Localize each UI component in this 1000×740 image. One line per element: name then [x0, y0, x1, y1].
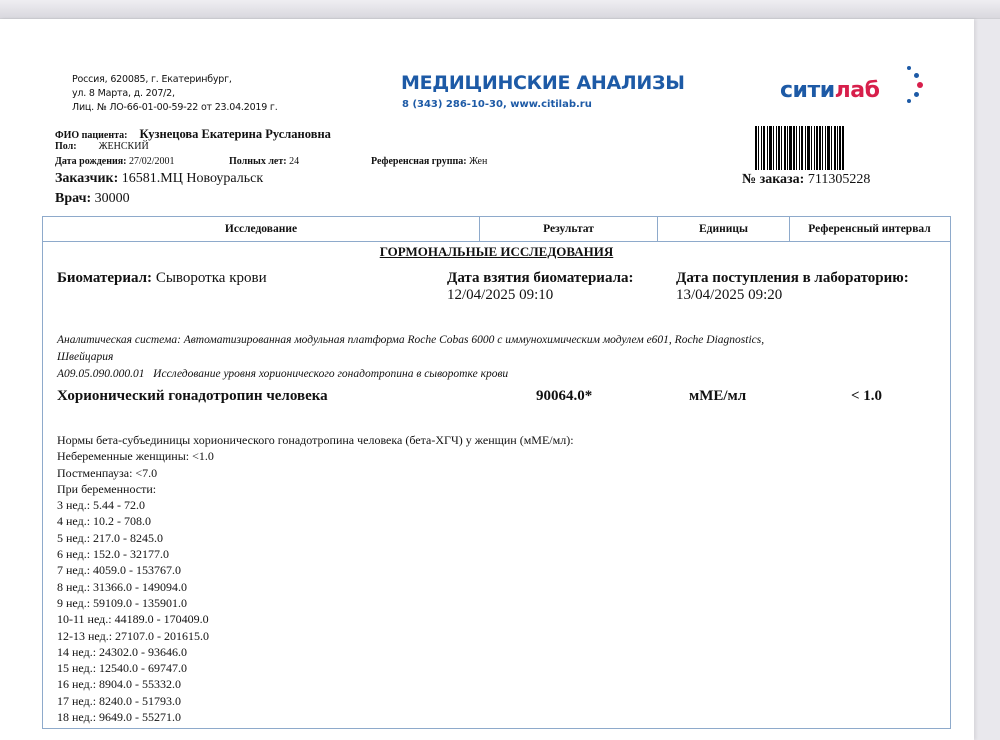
refgroup-value: Жен — [469, 156, 488, 167]
logo-text-part2: лаб — [834, 78, 880, 103]
lab-address — [72, 73, 278, 115]
viewer-top-bar — [0, 0, 1000, 19]
analytic-system-line: Швейцария — [57, 351, 114, 363]
norms-block — [57, 432, 574, 725]
received-date-value: 13/04/2025 09:20 — [676, 287, 783, 303]
biomaterial-field — [57, 270, 267, 287]
logo-text — [780, 78, 879, 103]
taken-date-value: 12/04/2025 09:10 — [447, 287, 554, 303]
norm-line: 6 нед.: 152.0 - 32177.0 — [57, 547, 170, 562]
barcode-icon — [755, 126, 885, 170]
order-label: № заказа: — [742, 172, 805, 187]
license-line: Лиц. № ЛО-66-01-00-59-22 от 23.04.2019 г. — [72, 102, 278, 113]
norm-line: 16 нед.: 8904.0 - 55332.0 — [57, 677, 182, 692]
norm-line: 9 нед.: 59109.0 - 135901.0 — [57, 595, 188, 610]
norm-line: 12-13 нед.: 27107.0 - 201615.0 — [57, 628, 210, 643]
table-header-row — [43, 217, 950, 242]
column-header-result: Результат — [479, 217, 657, 241]
order-number: 711305228 — [807, 172, 871, 187]
refgroup-label: Референсная группа: — [371, 156, 467, 167]
fio-label: ФИО пациента: — [55, 130, 128, 141]
dob-label: Дата рождения: — [55, 156, 127, 167]
norm-line: 7 нед.: 4059.0 - 153767.0 — [57, 563, 182, 578]
biomaterial-label: Биоматериал: — [57, 270, 153, 286]
norm-line: Постменпауза: <7.0 — [57, 465, 158, 480]
address-line: ул. 8 Марта, д. 207/2, — [72, 88, 175, 99]
doctor-value: 30000 — [94, 191, 130, 206]
patient-sex-row — [55, 141, 149, 152]
document-page — [0, 19, 974, 740]
taken-date-field — [447, 270, 634, 304]
norm-line: 4 нед.: 10.2 - 708.0 — [57, 514, 152, 529]
norm-line: 18 нед.: 9649.0 - 55271.0 — [57, 710, 182, 725]
test-units: мМЕ/мл — [689, 388, 747, 404]
customer-field — [55, 171, 263, 187]
norms-title: Нормы бета-субъединицы хорионического гонадотропина человека (бета-ХГЧ) у женщин (мМЕ/мл): — [57, 433, 574, 447]
section-title: ГОРМОНАЛЬНЫЕ ИССЛЕДОВАНИЯ — [379, 244, 614, 259]
refgroup-field — [371, 156, 487, 167]
received-date-field — [676, 270, 909, 304]
test-reference: < 1.0 — [851, 388, 883, 404]
norms-list — [57, 448, 574, 725]
age-label: Полных лет: — [229, 156, 287, 167]
patient-sex: ЖЕНСКИЙ — [98, 141, 149, 152]
test-name: Хорионический гонадотропин человека — [57, 388, 328, 404]
brand-contacts: 8 (343) 286-10-30, www.citilab.ru — [402, 99, 592, 110]
norm-line: 14 нед.: 24302.0 - 93646.0 — [57, 644, 188, 659]
analytic-system-line: Аналитическая система: Автоматизированная модульная платформа Roche Cobas 6000 с иммунохимическим модулем e601, Roche Diagnostics, — [57, 334, 765, 346]
brand-title: МЕДИЦИНСКИЕ АНАЛИЗЫ — [401, 72, 685, 94]
biomaterial-value: Сыворотка крови — [155, 270, 267, 286]
analytic-system-note — [57, 332, 764, 383]
norm-line: 15 нед.: 12540.0 - 69747.0 — [57, 661, 188, 676]
doctor-label: Врач: — [55, 191, 92, 206]
sex-label: Пол: — [55, 141, 77, 152]
column-header-units: Единицы — [657, 217, 789, 241]
age-field — [229, 156, 299, 167]
norm-line: 5 нед.: 217.0 - 8245.0 — [57, 530, 164, 545]
dob-value: 27/02/2001 — [128, 156, 175, 167]
dob-field — [55, 156, 175, 167]
address-line: Россия, 620085, г. Екатеринбург, — [72, 74, 232, 85]
norm-line: 8 нед.: 31366.0 - 149094.0 — [57, 579, 188, 594]
patient-name: Кузнецова Екатерина Руслановна — [139, 127, 331, 141]
norm-line: Небеременные женщины: <1.0 — [57, 449, 214, 464]
column-header-study: Исследование — [224, 223, 298, 235]
column-header-reference: Референсный интервал — [789, 217, 949, 241]
logo-text-part1: сити — [780, 78, 835, 103]
norm-line: При беременности: — [57, 481, 157, 496]
norm-line: 3 нед.: 5.44 - 72.0 — [57, 498, 146, 513]
test-result: 90064.0* — [536, 388, 593, 404]
norm-line: 17 нед.: 8240.0 - 51793.0 — [57, 693, 182, 708]
service-name: Исследование уровня хорионического гонадотропина в сыворотке крови — [153, 368, 509, 380]
doctor-field — [55, 191, 130, 207]
taken-date-label: Дата взятия биоматериала: — [447, 270, 634, 286]
received-date-label: Дата поступления в лабораторию: — [676, 270, 909, 286]
service-code: A09.05.090.000.01 — [57, 368, 145, 380]
norm-line: 10-11 нед.: 44189.0 - 170409.0 — [57, 612, 209, 627]
customer-value: 16581.МЦ Новоуральск — [121, 171, 264, 186]
results-table — [42, 216, 951, 729]
age-value: 24 — [289, 156, 300, 167]
customer-label: Заказчик: — [55, 171, 119, 186]
order-number-field — [742, 172, 870, 188]
patient-name-row — [55, 127, 331, 142]
service-code-line — [57, 366, 764, 383]
